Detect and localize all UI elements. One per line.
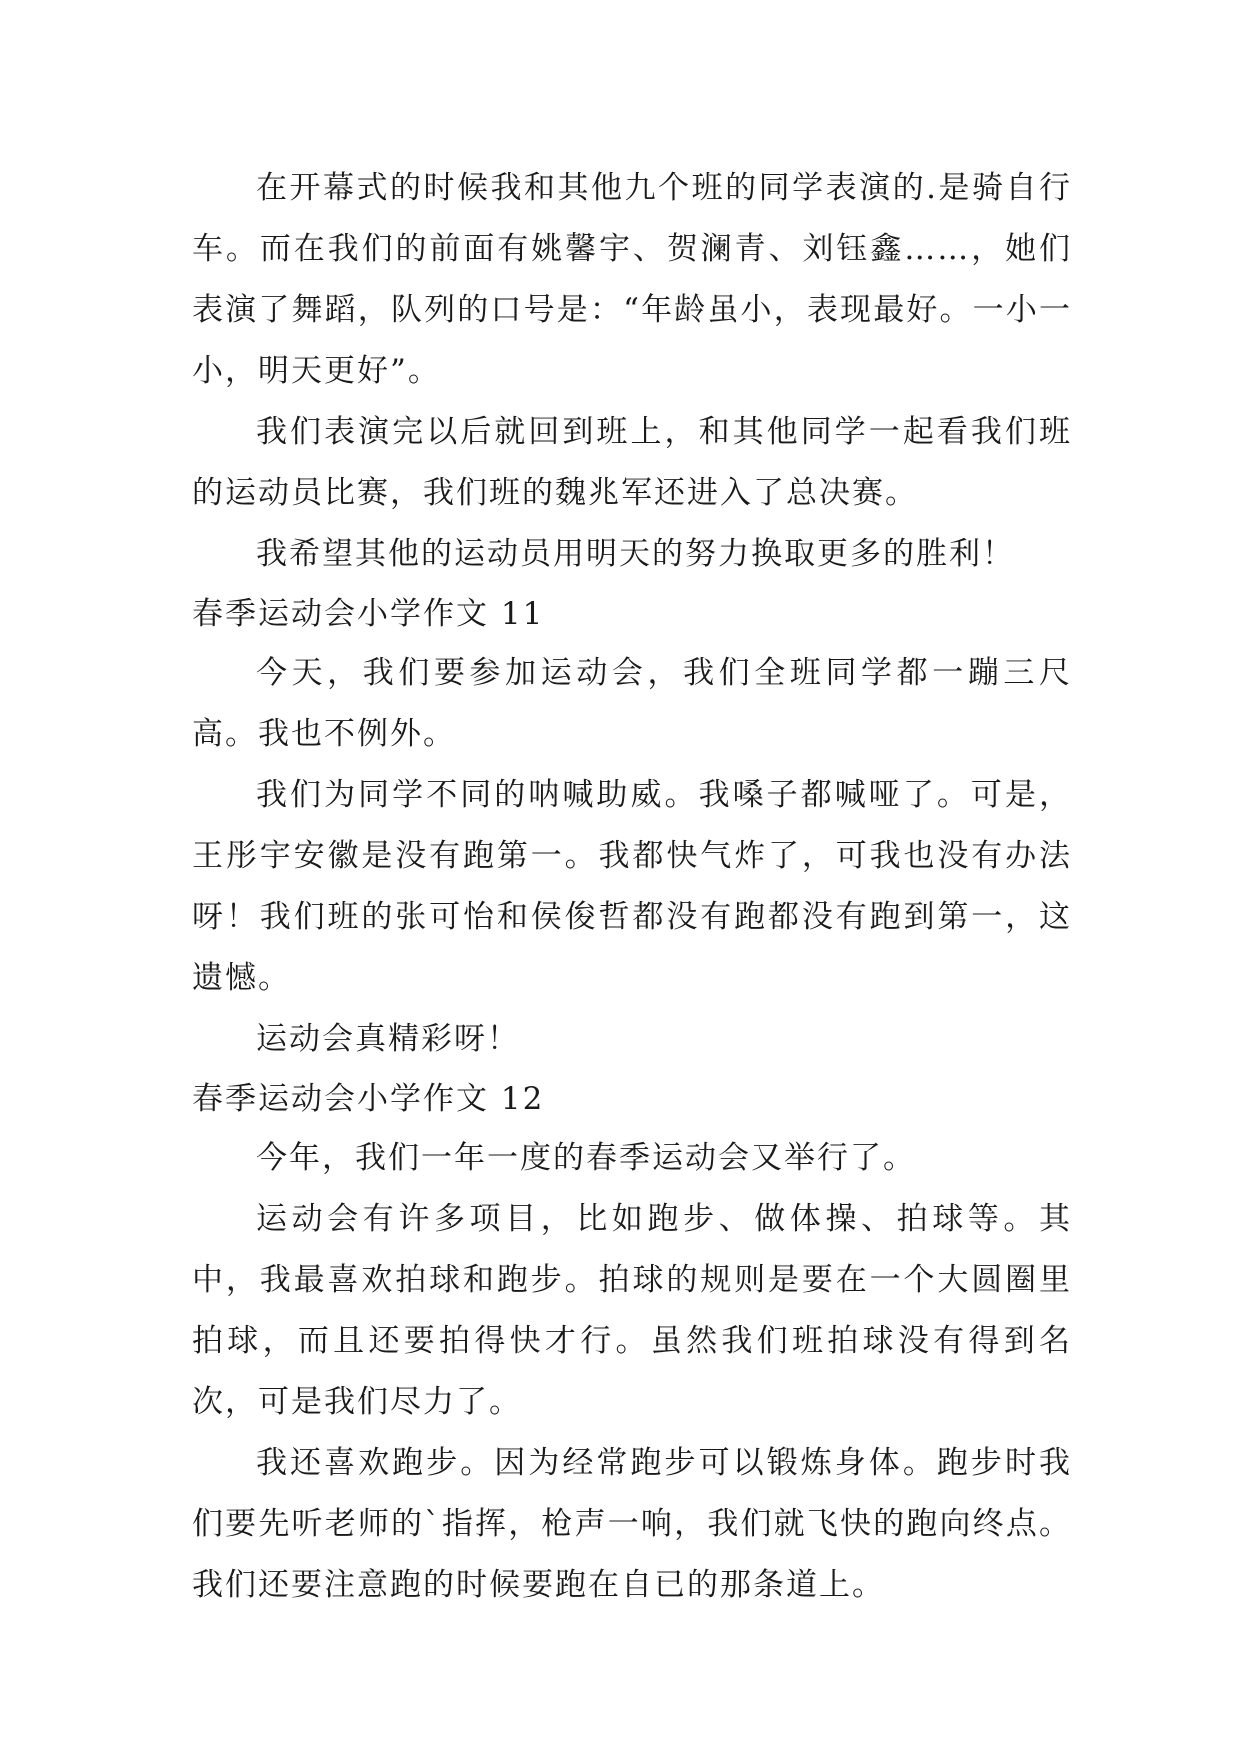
paragraph-11-1: 今天，我们要参加运动会，我们全班同学都一蹦三尺高。我也不例外。: [192, 655, 1072, 752]
document-body: [192, 158, 1072, 1616]
paragraph-opening-ceremony: 在开幕式的时候我和其他九个班的同学表演的.是骑自行车。而在我们的前面有姚馨宇、贺澜青、刘钰鑫……，她们表演了舞蹈，队列的口号是：“年龄虽小，表现最好。一小一小，明天更好”。: [192, 170, 1072, 389]
paragraph-12-2: 运动会有许多项目，比如跑步、做体操、拍球等。其中，我最喜欢拍球和跑步。拍球的规则是要在一个大圆圈里拍球，而且还要拍得快才行。虽然我们班拍球没有得到名次，可是我们尽力了。: [192, 1201, 1072, 1420]
paragraph-12-3: 我还喜欢跑步。因为经常跑步可以锻炼身体。跑步时我们要先听老师的`指挥，枪声一响，我们就飞快的跑向终点。我们还要注意跑的时候要跑在自已的那条道上。: [192, 1445, 1072, 1603]
paragraph-11-3: 运动会真精彩呀！: [256, 1021, 520, 1057]
section-title-12: 春季运动会小学作文 12: [192, 1081, 545, 1117]
paragraph-watch-race: 我们表演完以后就回到班上，和其他同学一起看我们班的运动员比赛，我们班的魏兆军还进入了总决赛。: [192, 414, 1072, 511]
paragraph-11-2: 我们为同学不同的呐喊助威。我嗓子都喊哑了。可是，王彤宇安徽是没有跑第一。我都快气炸了，可我也没有办法呀！我们班的张可怡和侯俊哲都没有跑都没有跑到第一，这遗憾。: [192, 777, 1072, 996]
paragraph-12-1: 今年，我们一年一度的春季运动会又举行了。: [256, 1140, 916, 1176]
paragraph-hope: 我希望其他的运动员用明天的努力换取更多的胜利！: [256, 536, 1015, 572]
section-title-11: 春季运动会小学作文 11: [192, 596, 545, 632]
